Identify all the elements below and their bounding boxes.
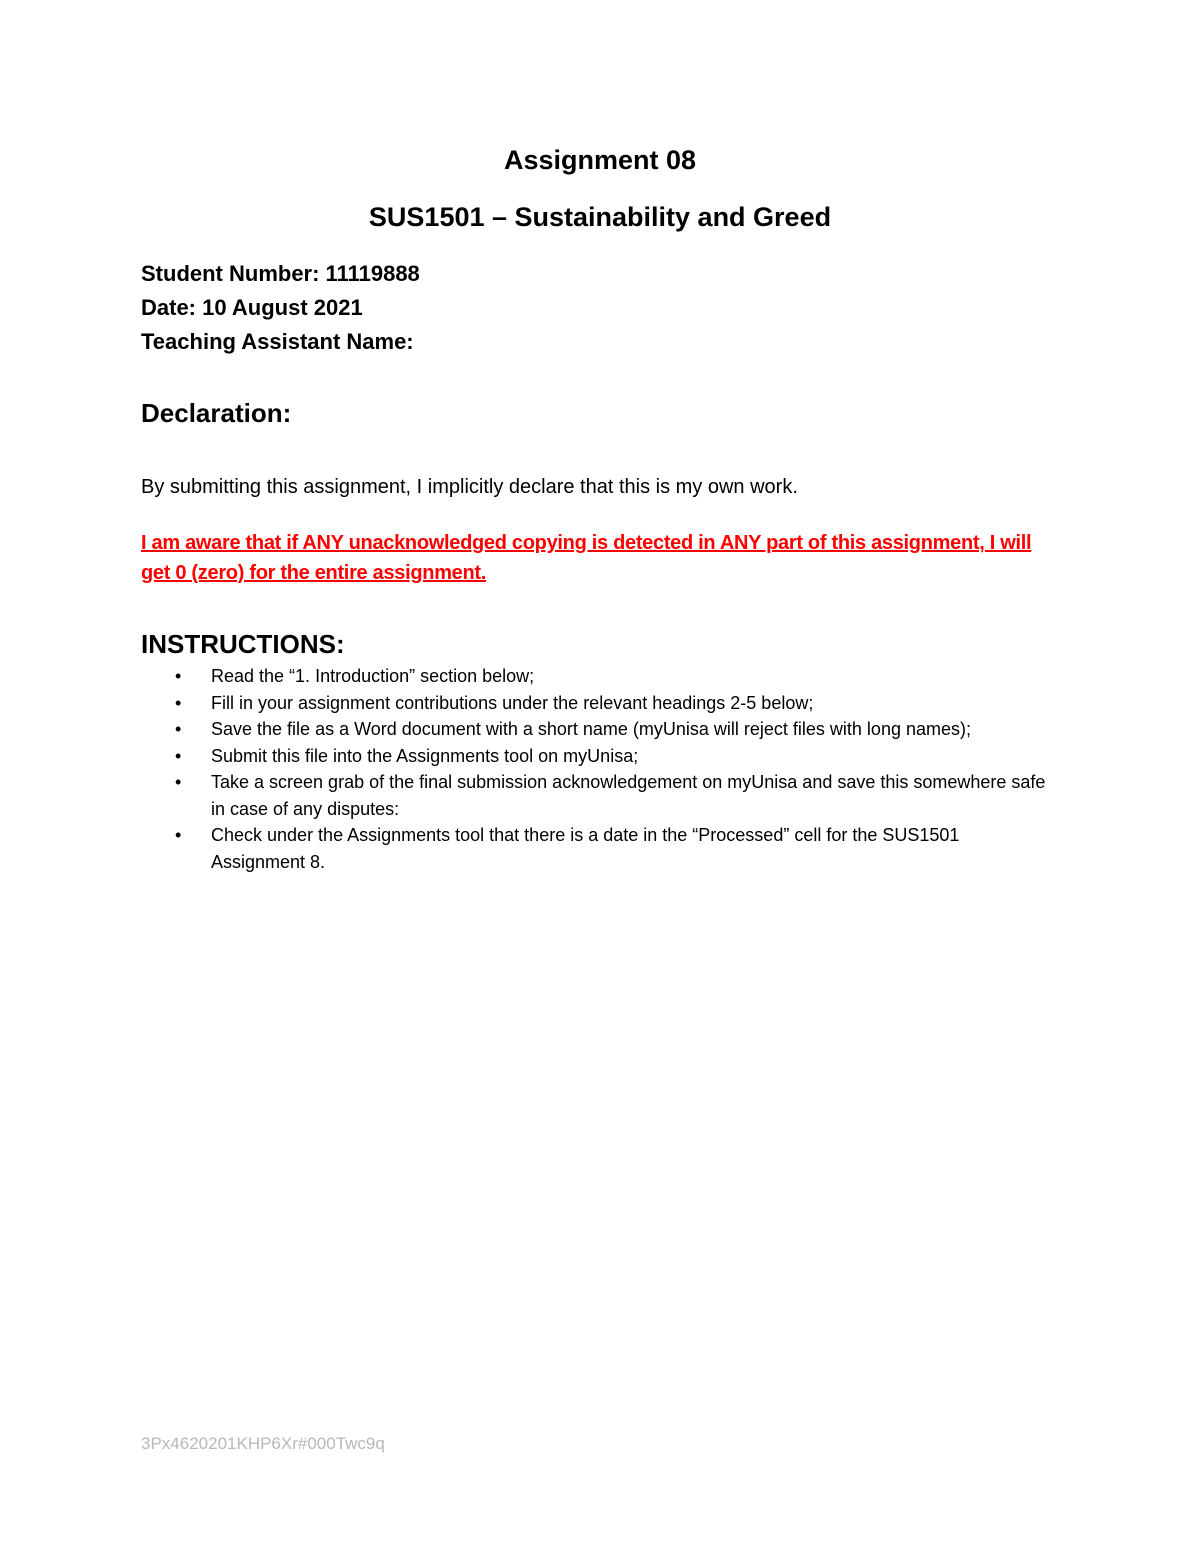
list-item-text: Check under the Assignments tool that there is a date in the “Processed” cell for the SUS1501 Assignment 8. (211, 825, 960, 872)
declaration-heading: Declaration: (141, 398, 292, 428)
declaration-text: By submitting this assignment, I implicitly declare that this is my own work. (141, 476, 798, 498)
list-item (141, 769, 1051, 822)
document-title: Assignment 08 (503, 145, 697, 175)
course-title: SUS1501 – Sustainability and Greed (368, 202, 832, 232)
date: Date: 10 August 2021 (141, 295, 363, 320)
list-item (141, 822, 1051, 875)
plagiarism-warning: I am aware that if ANY unacknowledged copying is detected in ANY part of this assignment, I will get 0 (zero) for the entire assignment. (141, 532, 1032, 584)
list-item-text: Save the file as a Word document with a short name (myUnisa will reject files with long names); (211, 719, 971, 739)
teaching-assistant-name: Teaching Assistant Name: (141, 329, 414, 354)
list-item (141, 716, 1051, 743)
list-item (141, 663, 1051, 690)
list-item-text: Submit this file into the Assignments tool on myUnisa; (211, 745, 639, 766)
student-info (141, 257, 420, 359)
bullet-icon: • (175, 825, 182, 845)
instructions-list (141, 663, 1051, 875)
student-number: Student Number: 11119888 (141, 261, 420, 286)
list-item-text: Take a screen grab of the final submission acknowledgement on myUnisa and save this somewhere safe in case of any disputes: (211, 772, 1046, 819)
instructions-heading: INSTRUCTIONS: (141, 629, 345, 659)
bullet-icon: • (175, 692, 182, 713)
bullet-icon: • (175, 772, 182, 792)
watermark: 3Px4620201KHP6Xr#000Twc9q (141, 1434, 385, 1453)
list-item (141, 690, 1051, 717)
list-item (141, 743, 1051, 770)
bullet-icon: • (175, 666, 182, 686)
list-item-text: Fill in your assignment contributions under the relevant headings 2-5 below; (211, 692, 814, 713)
list-item-text: Read the “1. Introduction” section below; (211, 666, 535, 686)
bullet-icon: • (175, 745, 182, 766)
bullet-icon: • (175, 719, 182, 739)
